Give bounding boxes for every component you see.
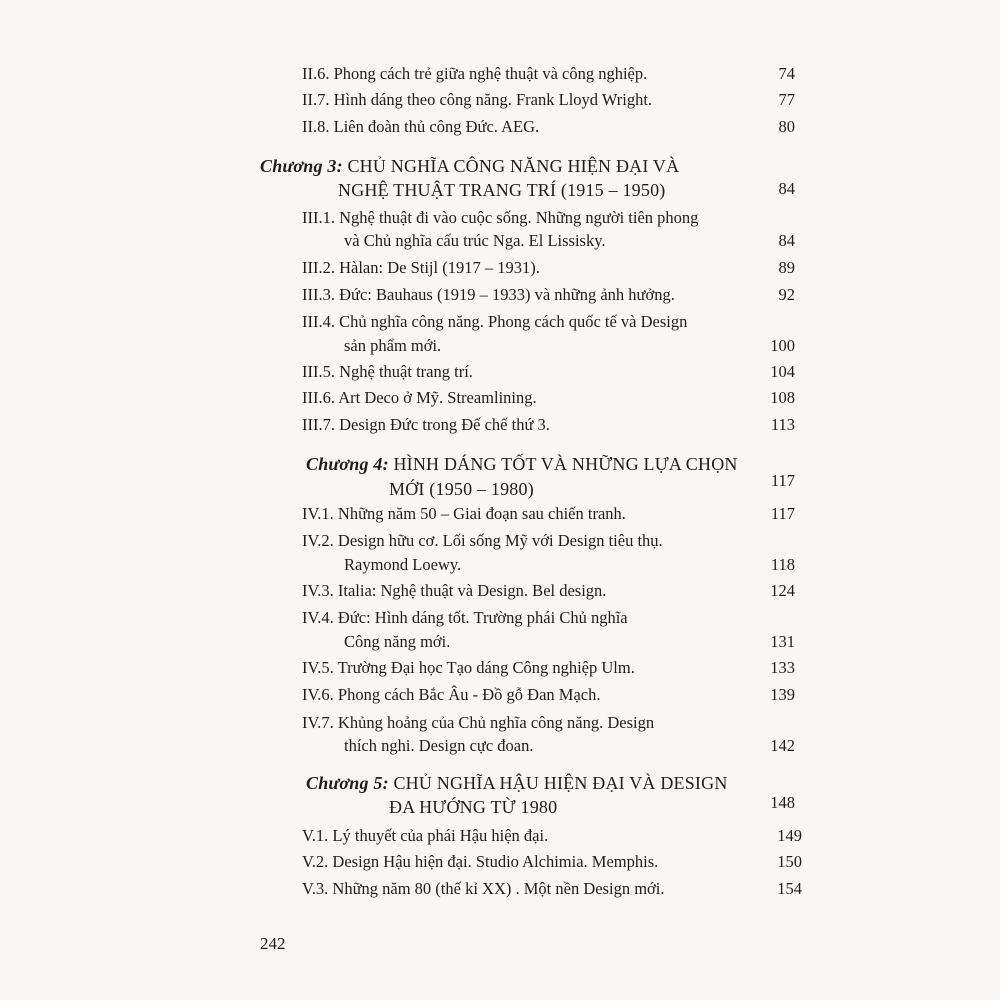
toc-entry-continuation: thích nghi. Design cực đoan. [344, 736, 534, 755]
toc-entry: IV.7. Khủng hoảng của Chủ nghĩa công năng. Design [302, 713, 655, 732]
toc-page-number: 149 [777, 826, 802, 845]
toc-entry-text: II.8. Liên đoàn thủ công Đức. AEG. [302, 117, 540, 136]
toc-page-number: 108 [770, 388, 795, 407]
chapter-title-line2: NGHỆ THUẬT TRANG TRÍ (1915 – 1950) [338, 180, 666, 200]
chapter-heading [306, 771, 728, 795]
toc-entry-text: II.7. Hình dáng theo công năng. Frank Lloyd Wright. [302, 90, 653, 109]
toc-page-number: 74 [778, 64, 795, 83]
chapter-label: Chương 5: [306, 773, 389, 793]
toc-entry: IV.5. Trường Đại học Tạo dáng Công nghiệp Ulm. [302, 658, 635, 677]
toc-entry: III.5. Nghệ thuật trang trí. [302, 362, 473, 381]
toc-page-number: 117 [770, 504, 795, 523]
toc-entry: III.7. Design Đức trong Đế chế thứ 3. [302, 415, 550, 434]
chapter-title-line1: CHỦ NGHĨA HẬU HIỆN ĐẠI VÀ DESIGN [393, 773, 728, 793]
toc-entry: III.6. Art Deco ở Mỹ. Streamlining. [302, 388, 537, 407]
chapter-heading [306, 452, 738, 476]
toc-page-number: 89 [778, 258, 795, 277]
chapter-heading [260, 154, 679, 178]
toc-entry: III.3. Đức: Bauhaus (1919 – 1933) và những ảnh hưởng. [302, 285, 675, 304]
toc-entry: V.3. Những năm 80 (thế kỉ XX) . Một nền Design mới. [302, 879, 665, 898]
toc-entry: IV.3. Italia: Nghệ thuật và Design. Bel design. [302, 581, 607, 600]
chapter-label: Chương 3: [260, 156, 343, 176]
toc-page-number: 154 [777, 879, 802, 898]
chapter-title-line2: MỚI (1950 – 1980) [389, 479, 534, 499]
toc-entry: V.1. Lý thuyết của phái Hậu hiện đại. [302, 826, 549, 845]
toc-entry [302, 89, 652, 111]
toc-entry: IV.4. Đức: Hình dáng tốt. Trường phái Chủ nghĩa [302, 608, 628, 627]
toc-page-number: 133 [770, 658, 795, 677]
page-number-footer: 242 [260, 934, 286, 953]
toc-page-number: 150 [777, 852, 802, 871]
toc-page-number: 77 [778, 90, 795, 109]
toc-entry-continuation: và Chủ nghĩa cấu trúc Nga. El Lissisky. [344, 231, 606, 250]
toc-page-number: 84 [778, 231, 795, 250]
chapter-page-number: 84 [778, 179, 795, 198]
toc-page-number: 113 [770, 415, 795, 434]
toc-entry: III.4. Chủ nghĩa công năng. Phong cách quốc tế và Design [302, 312, 688, 331]
toc-entry: IV.1. Những năm 50 – Giai đoạn sau chiến tranh. [302, 504, 626, 523]
toc-page-number: 118 [770, 555, 795, 574]
toc-entry-continuation: Công năng mới. [344, 632, 451, 651]
toc-entry [302, 116, 539, 138]
toc-entry-continuation: sản phẩm mới. [344, 336, 442, 355]
toc-page-number: 131 [770, 632, 795, 651]
toc-page-number: 124 [770, 581, 795, 600]
chapter-title-line1: CHỦ NGHĨA CÔNG NĂNG HIỆN ĐẠI VÀ [347, 156, 680, 176]
toc-entry-continuation: Raymond Loewy. [344, 555, 462, 574]
toc-page-number: 100 [770, 336, 795, 355]
toc-entry: IV.6. Phong cách Bắc Âu - Đồ gỗ Đan Mạch. [302, 685, 601, 704]
chapter-page-number: 117 [770, 471, 795, 490]
toc-entry: IV.2. Design hữu cơ. Lối sống Mỹ với Design tiêu thụ. [302, 531, 663, 550]
toc-entry-text: II.6. Phong cách trẻ giữa nghệ thuật và công nghiệp. [302, 64, 648, 83]
toc-entry: V.2. Design Hậu hiện đại. Studio Alchimia. Memphis. [302, 852, 659, 871]
chapter-title-line2: ĐA HƯỚNG TỪ 1980 [389, 797, 558, 817]
toc-page-number: 104 [770, 362, 795, 381]
chapter-label: Chương 4: [306, 454, 389, 474]
toc-entry [302, 63, 647, 85]
toc-page-number: 139 [770, 685, 795, 704]
toc-page-number: 92 [778, 285, 795, 304]
toc-page-number: 142 [770, 736, 795, 755]
toc-page-number: 80 [778, 117, 795, 136]
toc-entry: III.2. Hàlan: De Stijl (1917 – 1931). [302, 258, 540, 277]
chapter-page-number: 148 [770, 793, 795, 812]
toc-entry: III.1. Nghệ thuật đi vào cuộc sống. Những người tiên phong [302, 208, 699, 227]
chapter-title-line1: HÌNH DÁNG TỐT VÀ NHỮNG LỰA CHỌN [393, 454, 738, 474]
